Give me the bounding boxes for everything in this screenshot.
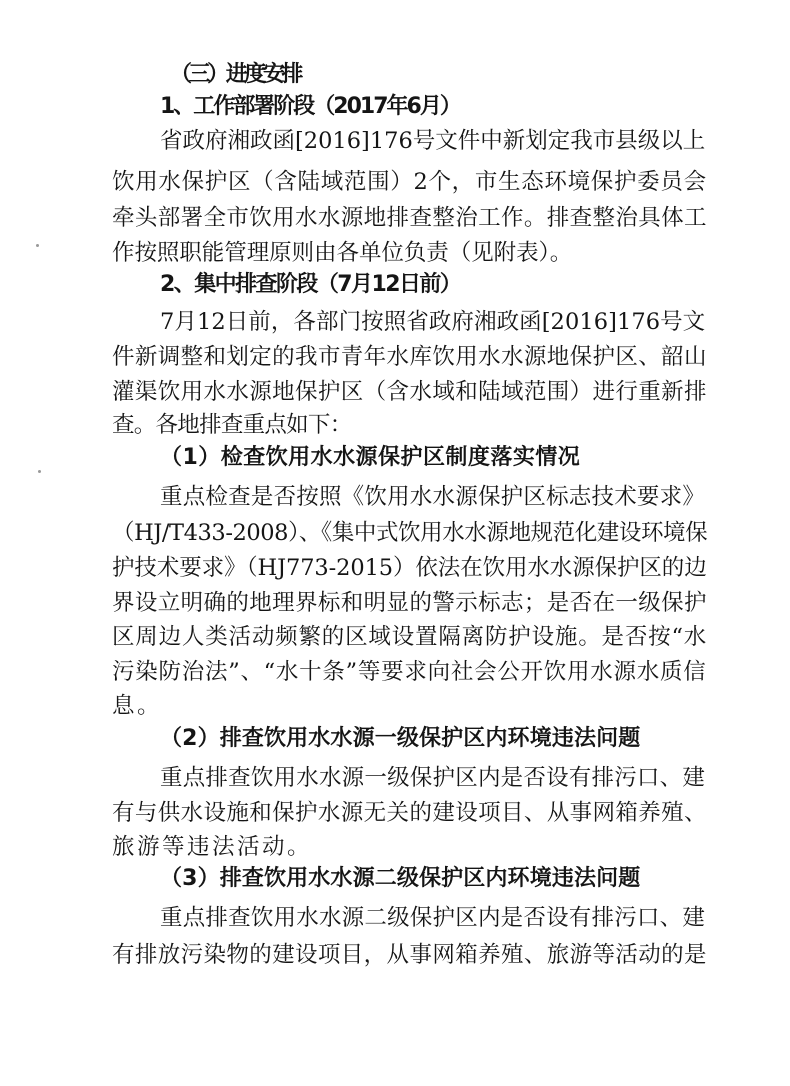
- stage-heading-centralized-inspection: 2、集中排查阶段（7月12日前）: [160, 272, 461, 297]
- paragraph-line: （HJ/T433-2008）、《集中式饮用水水源地规范化建设环境保: [112, 520, 708, 546]
- paragraph-line: 界设立明确的地理界标和明显的警示标志；是否在一级保护: [112, 590, 707, 616]
- paragraph-line: 重点排查饮用水水源二级保护区内是否设有排污口、建: [160, 905, 706, 931]
- paragraph-line: 有排放污染物的建设项目，从事网箱养殖、旅游等活动的是: [112, 942, 707, 968]
- scan-speck: [38, 470, 41, 473]
- paragraph-line: 7月12日前，各部门按照省政府湘政函[2016]176号文: [160, 309, 706, 335]
- subheading-3-second-level-zone: （3）排查饮用水水源二级保护区内环境违法问题: [160, 866, 641, 891]
- subheading-2-first-level-zone: （2）排查饮用水水源一级保护区内环境违法问题: [160, 726, 641, 751]
- paragraph-line: 作按照职能管理原则由各单位负责（见附表）。: [112, 240, 573, 266]
- subheading-1-system-implementation: （1）检查饮用水水源保护区制度落实情况: [160, 445, 581, 470]
- paragraph-line: 护技术要求》（HJ773-2015）依法在饮用水水源保护区的边: [112, 555, 707, 581]
- paragraph-line: 重点检查是否按照《饮用水水源保护区标志技术要求》: [160, 484, 706, 510]
- paragraph-line: 饮用水保护区（含陆域范围）2个，市生态环境保护委员会: [112, 169, 707, 195]
- paragraph-line: 件新调整和划定的我市青年水库饮用水水源地保护区、韶山: [112, 344, 707, 370]
- paragraph-line: 区周边人类活动频繁的区域设置隔离防护设施。是否按“水: [112, 624, 708, 650]
- scan-speck: [36, 244, 39, 247]
- paragraph-line: 灌渠饮用水水源地保护区（含水域和陆域范围）进行重新排: [112, 379, 707, 405]
- paragraph-line: 查。各地排查重点如下：: [112, 412, 352, 438]
- paragraph-line: 旅游等违法活动。: [112, 834, 313, 860]
- paragraph-line: 有与供水设施和保护水源无关的建设项目、从事网箱养殖、: [112, 800, 707, 826]
- paragraph-line: 省政府湘政函[2016]176号文件中新划定我市县级以上: [160, 128, 706, 154]
- paragraph-line: 污染防治法”、“水十条”等要求向社会公开饮用水源水质信: [112, 659, 707, 685]
- section-heading-progress-schedule: （三）进度安排: [170, 62, 300, 87]
- paragraph-line: 重点排查饮用水水源一级保护区内是否设有排污口、建: [160, 765, 706, 791]
- paragraph-line: 牵头部署全市饮用水水源地排查整治工作。排查整治具体工: [112, 205, 707, 231]
- paragraph-line: 息。: [112, 693, 163, 719]
- stage-heading-work-deployment: 1、工作部署阶段（2017年6月）: [160, 94, 460, 119]
